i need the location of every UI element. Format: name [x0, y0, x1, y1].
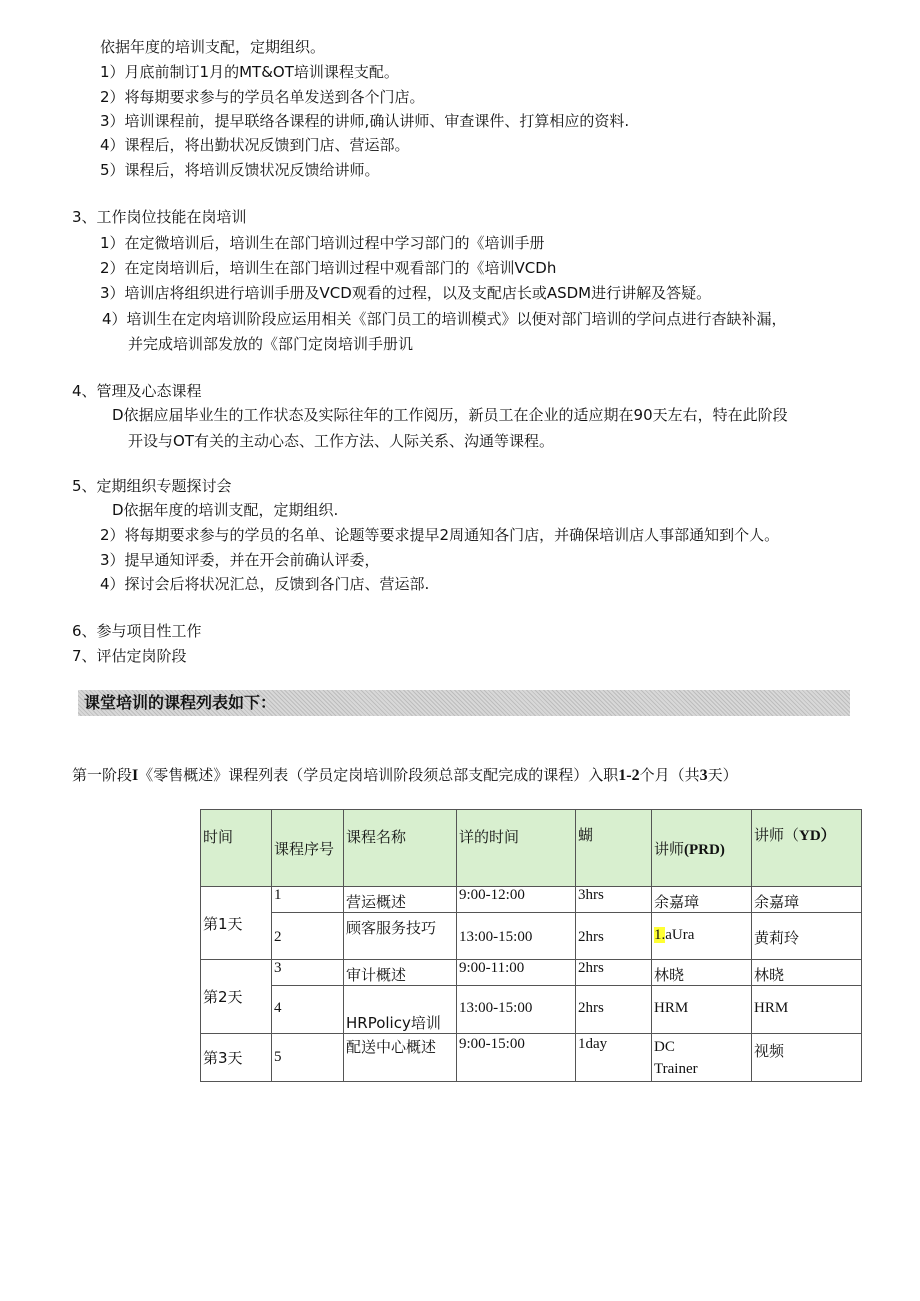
caption-part: I — [132, 767, 139, 784]
course-name-cell: 营运概述 — [344, 887, 457, 913]
trainer-yd-cell: 黄莉玲 — [752, 913, 862, 960]
day-cell: 第2天 — [201, 960, 272, 1034]
text-line: 开设与OT有关的主动心态、工作方法、人际关系、沟通等课程。 — [128, 432, 554, 450]
caption-part: 天） — [707, 766, 738, 784]
text-line: 5）课程后，将培训反馈状况反馈给讲师。 — [100, 161, 380, 179]
text-line: 2）将每期要求参与的学员名单发送到各个门店。 — [100, 88, 425, 106]
trainer-prd-cell: 林晓 — [652, 960, 752, 986]
seq-cell: 5 — [272, 1034, 344, 1082]
duration-cell: 2hrs — [576, 986, 652, 1034]
trainer-prd-cell: HRM — [652, 986, 752, 1034]
caption-part: 个月（共 — [639, 766, 700, 784]
trainer-yd-cell: 余嘉璋 — [752, 887, 862, 913]
course-table — [200, 809, 862, 1082]
header-detail-time: 详的时间 — [457, 810, 576, 887]
seq-cell: 2 — [272, 913, 344, 960]
header-trainer-label: 讲师（ — [754, 826, 800, 844]
text-line: 依据年度的培训支配，定期组织。 — [100, 38, 326, 56]
seq-cell: 4 — [272, 986, 344, 1034]
text-line: 2）在定岗培训后，培训生在部门培训过程中观看部门的《培训VCDh — [100, 259, 557, 277]
duration-cell: 2hrs — [576, 960, 652, 986]
duration-cell: 1day — [576, 1034, 652, 1082]
text-line: D依据应届毕业生的工作状态及实际往年的工作阅历，新员工在企业的适应期在90天左右，特在此阶段 — [112, 406, 788, 424]
section-heading: 3、工作岗位技能在岗培训 — [72, 208, 247, 226]
trainer-prd-cell — [652, 913, 752, 960]
table-caption — [72, 764, 738, 787]
text-line: 2）将每期要求参与的学员的名单、论题等要求提早2周通知各门店，并确保培训店人事部通知到个人。 — [100, 526, 780, 544]
day-cell: 第3天 — [201, 1034, 272, 1082]
duration-cell: 2hrs — [576, 913, 652, 960]
course-list-banner: 课堂培训的课程列表如下： — [78, 690, 850, 716]
caption-part: 第一阶段 — [72, 766, 133, 784]
trainer-yd-cell: HRM — [752, 986, 862, 1034]
text-line: 4）探讨会后将状况汇总，反馈到各门店、营运部. — [100, 575, 430, 593]
time-cell: 9:00-15:00 — [457, 1034, 576, 1082]
time-cell: 9:00-12:00 — [457, 887, 576, 913]
header-name: 课程名称 — [344, 810, 457, 887]
section-heading: 7、评估定岗阶段 — [72, 647, 187, 665]
table-row — [201, 986, 862, 1034]
section-heading: 6、参与项目性工作 — [72, 622, 202, 640]
header-yd-suffix: YD） — [799, 828, 836, 844]
course-name-cell: HRPolicy培训 — [344, 986, 457, 1034]
course-name-cell: 审计概述 — [344, 960, 457, 986]
trainer-yd-cell: 视频 — [752, 1034, 862, 1082]
table-header-row — [201, 810, 862, 887]
header-seq: 课程序号 — [272, 810, 344, 887]
section-heading: 5、定期组织专题探讨会 — [72, 477, 232, 495]
text-line: 3）培训店将组织进行培训手册及VCD观看的过程，以及支配店长或ASDM进行讲解及答疑。 — [100, 284, 712, 302]
text-line: 并完成培训部发放的《部门定岗培训手册讥 — [128, 335, 414, 353]
text-line: D依据年度的培训支配，定期组织. — [112, 501, 339, 519]
text-line: 3）提早通知评委，并在开会前确认评委， — [100, 551, 380, 569]
header-trainer-label: 讲师 — [654, 840, 685, 858]
time-cell: 9:00-11:00 — [457, 960, 576, 986]
caption-part: 《零售概述》课程列表（学员定岗培训阶段须总部支配完成的课程）入职 — [138, 766, 619, 784]
section-heading: 4、管理及心态课程 — [72, 382, 202, 400]
trainer-prd-cell — [652, 1034, 752, 1082]
trainer-prd-line: Trainer — [654, 1061, 698, 1077]
trainer-prd-cell: 余嘉璋 — [652, 887, 752, 913]
header-duration: 蝴 — [576, 810, 652, 887]
table-row — [201, 887, 862, 913]
seq-cell: 1 — [272, 887, 344, 913]
seq-cell: 3 — [272, 960, 344, 986]
header-time: 时间 — [201, 810, 272, 887]
time-cell: 13:00-15:00 — [457, 913, 576, 960]
course-name-cell: 配送中心概述 — [344, 1034, 457, 1082]
header-prd-suffix: (PRD) — [684, 842, 725, 858]
time-cell: 13:00-15:00 — [457, 986, 576, 1034]
text-line: 1）在定微培训后，培训生在部门培训过程中学习部门的《培训手册 — [100, 234, 545, 252]
duration-cell: 3hrs — [576, 887, 652, 913]
trainer-prd-line: DC — [654, 1039, 675, 1055]
header-trainer-prd — [652, 810, 752, 887]
highlighted-text: 1. — [654, 927, 666, 943]
text-line: 4）课程后，将出勤状况反馈到门店、营运部。 — [100, 136, 410, 154]
header-trainer-yd — [752, 810, 862, 887]
text-line: 3）培训课程前，提早联络各课程的讲师,确认讲师、审查课件、打算相应的资料. — [100, 112, 630, 130]
table-row — [201, 913, 862, 960]
trainer-prd-text: aUra — [665, 927, 695, 943]
table-row — [201, 960, 862, 986]
table-row — [201, 1034, 862, 1082]
text-line: 4）培训生在定肉培训阶段应运用相关《部门员工的培训模式》以便对部门培训的学问点进行杳缺补漏， — [102, 310, 787, 328]
caption-part: 1-2 — [618, 767, 640, 784]
text-line: 1）月底前制订1月的MT&OT培训课程支配。 — [100, 63, 399, 81]
trainer-yd-cell: 林晓 — [752, 960, 862, 986]
day-cell: 第1天 — [201, 887, 272, 960]
caption-part: 3 — [699, 767, 708, 784]
course-name-cell: 顾客服务技巧 — [344, 913, 457, 960]
